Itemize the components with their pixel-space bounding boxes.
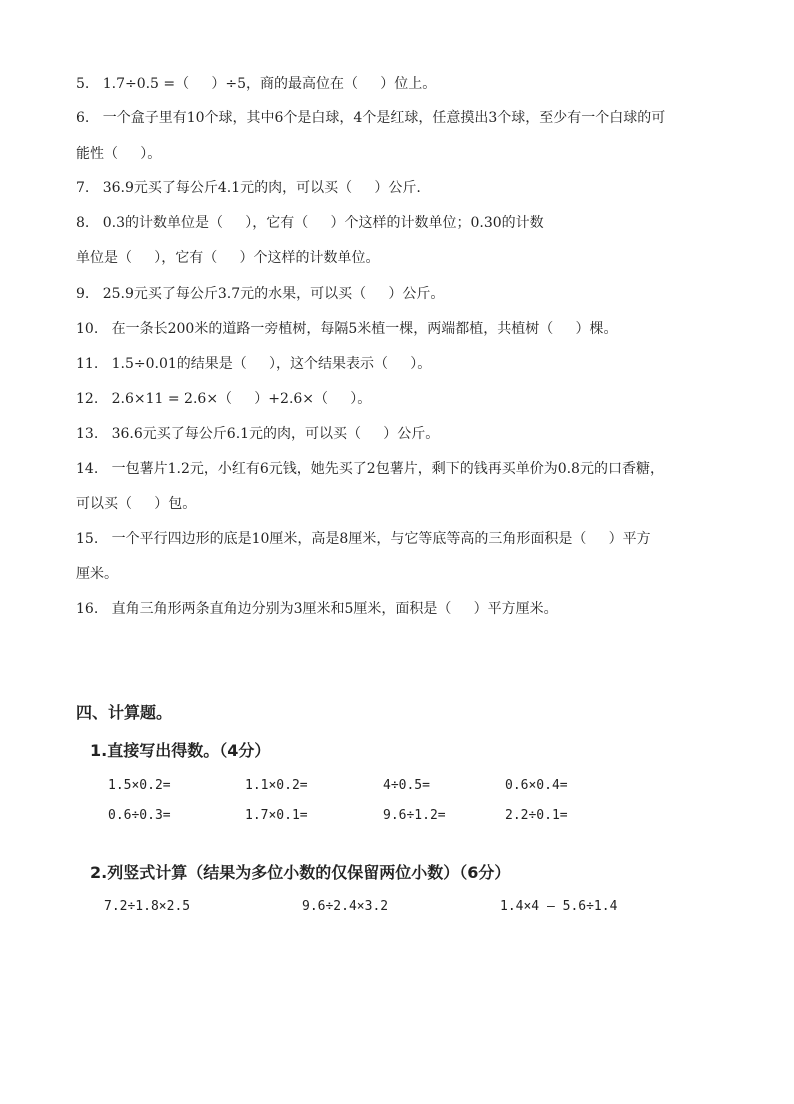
vertical-calc-item: 7.2÷1.8×2.5	[104, 899, 191, 914]
question-13: 13. 36.6元买了每公斤6.1元的肉，可以买（ ）公斤。	[76, 426, 440, 442]
calc-item: 2.2÷0.1=	[505, 808, 568, 823]
calc-item: 0.6×0.4=	[505, 778, 568, 793]
vertical-calc-item: 9.6÷2.4×3.2	[302, 899, 389, 914]
question-6-continued: 能性（ ）。	[76, 146, 162, 162]
question-11: 11. 1.5÷0.01的结果是（ ），这个结果表示（ ）。	[76, 356, 432, 372]
question-8: 8. 0.3的计数单位是（ ），它有（ ）个这样的计数单位；0.30的计数	[76, 215, 544, 231]
question-15: 15. 一个平行四边形的底是10厘米，高是8厘米，与它等底等高的三角形面积是（ ）平方	[76, 531, 651, 547]
question-8-continued: 单位是（ ），它有（ ）个这样的计数单位。	[76, 250, 380, 266]
question-14-continued: 可以买（ ）包。	[76, 496, 197, 512]
question-14: 14. 一包薯片1.2元，小红有6元钱，她先买了2包薯片，剩下的钱再买单价为0.8元的口香糖，	[76, 461, 664, 477]
vertical-calc-item: 1.4×4 – 5.6÷1.4	[500, 899, 618, 914]
calc-item: 9.6÷1.2=	[383, 808, 446, 823]
question-15-continued: 厘米。	[76, 566, 118, 582]
question-6: 6. 一个盒子里有10个球，其中6个是白球，4个是红球，任意摸出3个球，至少有一个白球的可	[76, 110, 666, 126]
part-1-title: 1.直接写出得数。（4分）	[90, 741, 271, 760]
question-10: 10. 在一条长200米的道路一旁植树，每隔5米植一棵，两端都植，共植树（ ）棵。	[76, 321, 618, 337]
question-5: 5. 1.7÷0.5 =（ ）÷5，商的最高位在（ ）位上。	[76, 76, 437, 92]
question-12: 12. 2.6×11 = 2.6×（ ）+2.6×（ ）。	[76, 391, 372, 407]
section-4-title: 四、计算题。	[76, 703, 173, 722]
calc-item: 1.1×0.2=	[245, 778, 308, 793]
calc-item: 4÷0.5=	[383, 778, 430, 793]
calc-item: 1.5×0.2=	[108, 778, 171, 793]
part-2-title: 2.列竖式计算（结果为多位小数的仅保留两位小数）（6分）	[90, 863, 511, 882]
question-16: 16. 直角三角形两条直角边分别为3厘米和5厘米，面积是（ ）平方厘米。	[76, 601, 558, 617]
question-7: 7. 36.9元买了每公斤4.1元的肉，可以买（ ）公斤.	[76, 180, 421, 196]
question-9: 9. 25.9元买了每公斤3.7元的水果，可以买（ ）公斤。	[76, 286, 445, 302]
calc-item: 0.6÷0.3=	[108, 808, 171, 823]
calc-item: 1.7×0.1=	[245, 808, 308, 823]
